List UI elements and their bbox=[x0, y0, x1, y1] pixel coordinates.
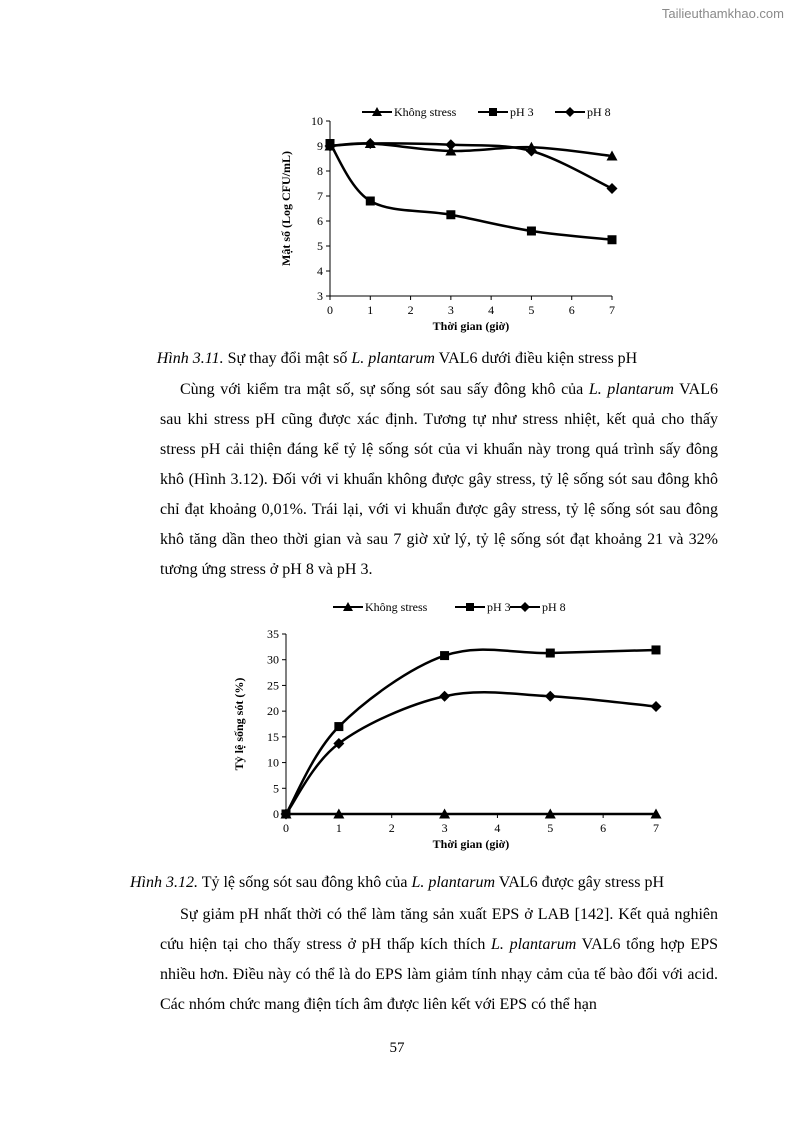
legend-label: pH 3 bbox=[510, 105, 534, 119]
y-tick-label: 30 bbox=[267, 652, 279, 667]
series-ph-8 bbox=[281, 691, 662, 820]
caption-text: VAL6 được gây stress pH bbox=[495, 874, 665, 891]
legend-label: Không stress bbox=[365, 600, 428, 614]
data-point bbox=[527, 227, 536, 236]
figure-3-12-chart bbox=[0, 592, 794, 870]
y-axis-title: Tỷ lệ sống sót (%) bbox=[232, 677, 246, 771]
data-point bbox=[545, 691, 556, 702]
y-tick-label: 25 bbox=[267, 678, 279, 693]
data-point bbox=[446, 210, 455, 219]
x-tick-label: 2 bbox=[407, 303, 414, 317]
x-tick-label: 4 bbox=[488, 303, 495, 317]
x-tick-label: 1 bbox=[335, 821, 342, 835]
y-tick-label: 6 bbox=[317, 214, 323, 228]
legend-marker-square bbox=[466, 603, 474, 611]
paragraph-2 bbox=[160, 900, 718, 1020]
y-tick-label: 20 bbox=[267, 704, 279, 719]
paragraph-text: VAL6 sau khi stress pH cũng được xác định. Tương tự như stress nhiệt, kết quả cho thấy stress pH cải thiện đáng kể tỷ lệ sống sót của vi khuẩn này trong quá trình sấy đông khô (Hình 3.12). Đối với vi khuẩn không được gây stress, tỷ lệ sống sót sau đông khô chỉ đạt khoảng 0,01%. Trái lại, với vi khuẩn được gây stress, tỷ lệ sống sót sau đông khô tăng dần theo thời gian và sau 7 giờ xử lý, tỷ lệ sống sót đạt khoảng 21 và 32% tương ứng stress ở pH 8 và pH 3. bbox=[160, 381, 718, 578]
data-point bbox=[607, 183, 618, 194]
caption-text: Sự thay đổi mật số bbox=[223, 350, 352, 367]
series-line bbox=[286, 650, 656, 814]
legend-label: Không stress bbox=[394, 105, 457, 119]
y-tick-label: 8 bbox=[317, 164, 323, 178]
caption-species: L. plantarum bbox=[411, 874, 496, 891]
series-ph-3 bbox=[282, 645, 661, 818]
legend-label: pH 8 bbox=[587, 105, 611, 119]
caption-label: Hình 3.11. bbox=[156, 350, 224, 367]
data-point bbox=[445, 139, 456, 150]
data-point bbox=[651, 701, 662, 712]
y-tick-label: 3 bbox=[317, 289, 323, 303]
x-tick-label: 0 bbox=[327, 303, 333, 317]
y-tick-label: 7 bbox=[317, 189, 323, 203]
paragraph-text: Sự giảm pH nhất thời có thể làm tăng sản xuất EPS ở LAB [142]. Kết quả nghiên cứu hiện tại cho thấy stress ở pH thấp kích thích bbox=[160, 906, 718, 953]
x-tick-label: 5 bbox=[547, 821, 554, 835]
x-tick-label: 3 bbox=[441, 821, 448, 835]
data-point bbox=[652, 645, 661, 654]
x-tick-label: 0 bbox=[283, 821, 289, 835]
y-tick-label: 15 bbox=[267, 729, 279, 744]
caption-text: VAL6 dưới điều kiện stress pH bbox=[434, 350, 638, 367]
figure-3-12-caption bbox=[0, 874, 794, 892]
legend-marker-square bbox=[489, 108, 497, 116]
page-number: 57 bbox=[389, 1040, 405, 1056]
paragraph-species: L. plantarum bbox=[588, 381, 674, 398]
x-tick-label: 4 bbox=[494, 821, 501, 835]
y-tick-label: 9 bbox=[317, 139, 323, 153]
paragraph-text: VAL6 tổng hợp EPS nhiều hơn. Điều này có thể là do EPS làm giảm tính nhạy cảm của tế bào đối với acid. Các nhóm chức mang điện tích âm được liên kết với EPS có thể hạn bbox=[160, 936, 718, 1013]
legend-marker-diamond bbox=[520, 602, 530, 612]
caption-text: Tỷ lệ sống sót sau đông khô của bbox=[197, 874, 412, 891]
series-ph-3 bbox=[326, 139, 617, 244]
data-point bbox=[439, 691, 450, 702]
data-point bbox=[440, 651, 449, 660]
legend-label: pH 8 bbox=[542, 600, 566, 614]
series-kh-ng-stress bbox=[281, 809, 662, 819]
x-tick-label: 6 bbox=[568, 303, 575, 317]
paragraph-species: L. plantarum bbox=[491, 936, 577, 953]
x-tick-label: 7 bbox=[609, 303, 615, 317]
x-tick-label: 7 bbox=[653, 821, 659, 835]
x-tick-label: 1 bbox=[367, 303, 374, 317]
legend-marker-diamond bbox=[565, 107, 575, 117]
series-line bbox=[286, 692, 656, 814]
data-point bbox=[546, 649, 555, 658]
watermark: Tailieuthamkhao.com bbox=[661, 6, 784, 21]
y-axis-title: Mật số (Log CFU/mL) bbox=[279, 151, 293, 266]
paragraph-1 bbox=[160, 375, 718, 585]
caption-species: L. plantarum bbox=[351, 350, 435, 367]
caption-label: Hình 3.12. bbox=[129, 874, 198, 891]
x-tick-label: 6 bbox=[600, 821, 607, 835]
data-point bbox=[608, 235, 617, 244]
y-tick-label: 4 bbox=[317, 264, 323, 278]
y-tick-label: 0 bbox=[273, 807, 279, 821]
series-line bbox=[330, 144, 612, 240]
x-tick-label: 5 bbox=[528, 303, 535, 317]
y-tick-label: 5 bbox=[273, 781, 279, 796]
x-axis-title: Thời gian (giờ) bbox=[432, 837, 510, 851]
figure-3-11-caption bbox=[0, 350, 794, 368]
y-tick-label: 5 bbox=[317, 239, 323, 253]
x-tick-label: 3 bbox=[447, 303, 454, 317]
x-tick-label: 2 bbox=[388, 821, 395, 835]
legend bbox=[333, 600, 566, 614]
data-point bbox=[366, 197, 375, 206]
paragraph-text: Cùng với kiểm tra mật số, sự sống sót sau sấy đông khô của bbox=[180, 381, 589, 398]
data-point bbox=[334, 722, 343, 731]
x-axis-title: Thời gian (giờ) bbox=[432, 319, 510, 333]
y-tick-label: 35 bbox=[267, 627, 279, 641]
legend-label: pH 3 bbox=[487, 600, 511, 614]
legend bbox=[362, 105, 611, 119]
y-tick-label: 10 bbox=[311, 114, 323, 128]
y-tick-label: 10 bbox=[267, 755, 279, 770]
series-ph-8 bbox=[325, 138, 618, 194]
figure-3-11-chart bbox=[0, 95, 794, 345]
